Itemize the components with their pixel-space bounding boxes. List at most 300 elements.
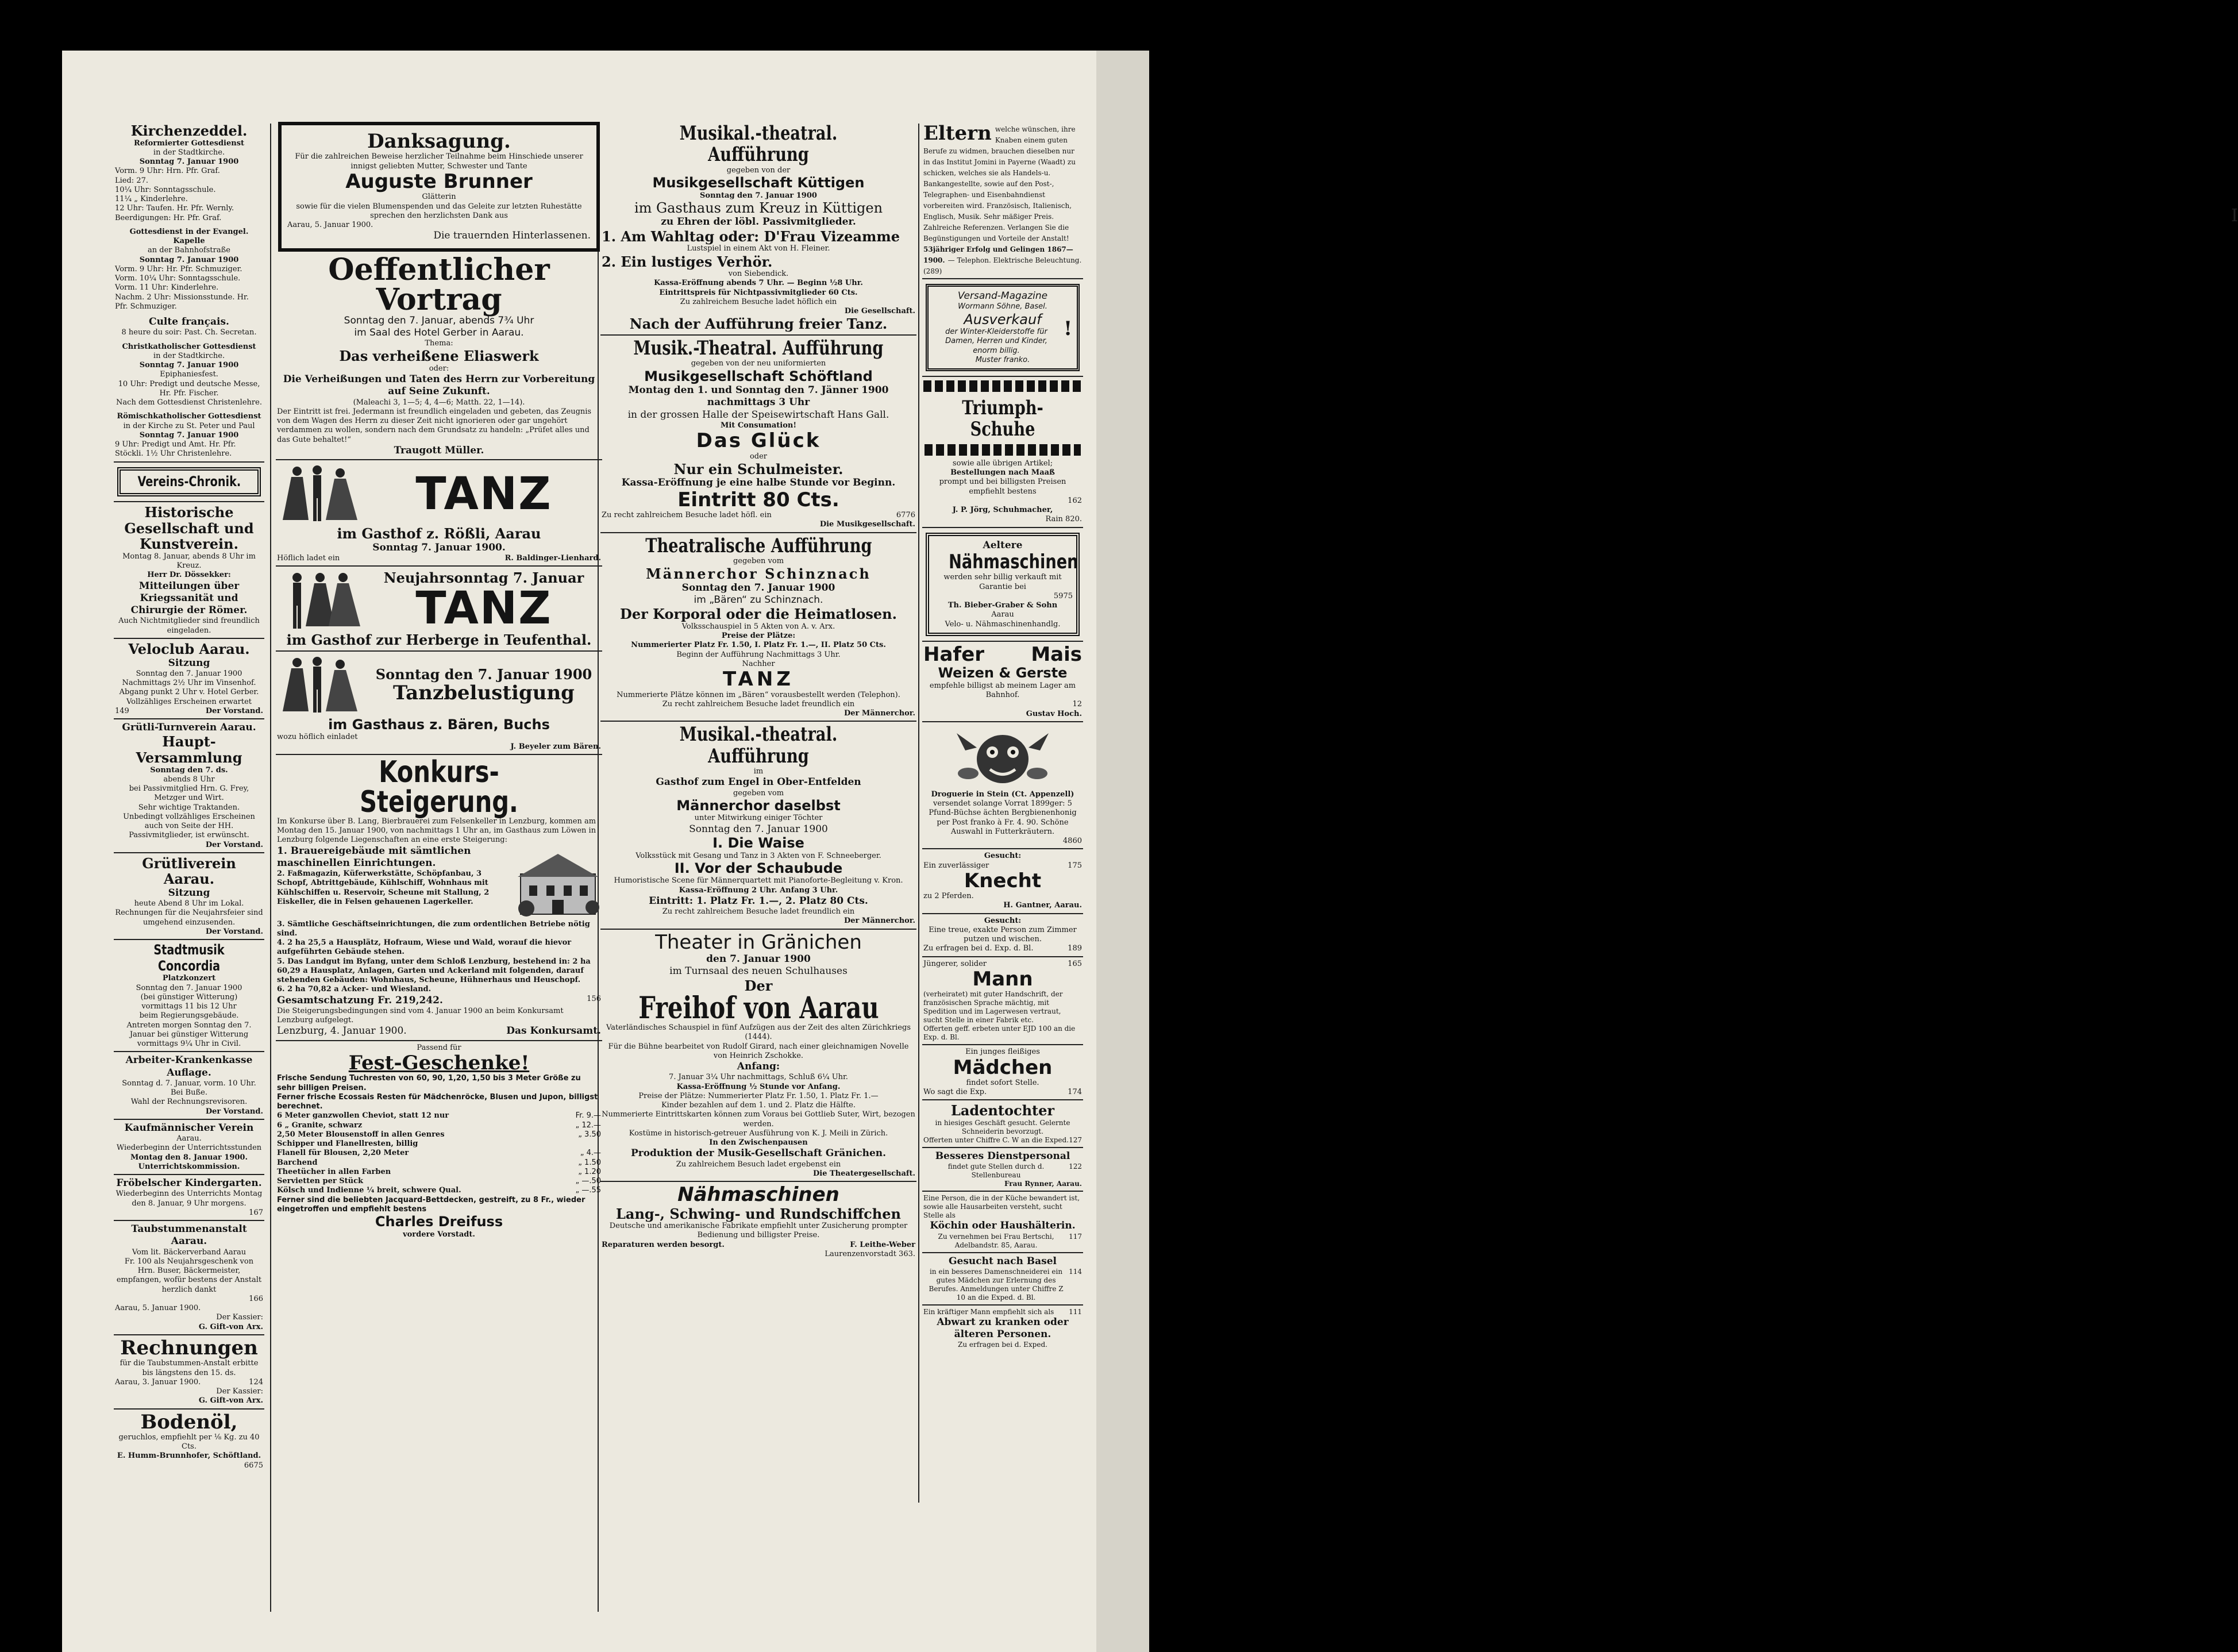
laden-text2: Offerten unter Chiffre C. W an die Exped. — [923, 1136, 1069, 1145]
gruetli-line: bei Passivmitglied Hrn. G. Frey, Metzger und Wirt. — [129, 784, 249, 803]
drog-title: Droguerie in Stein (Ct. Appenzell) — [931, 790, 1074, 799]
kuettigen-sign: Die Gesellschaft. — [844, 307, 915, 316]
tanz3-head: Sonntag den 7. Januar 1900 — [375, 666, 592, 683]
kranke-word: Abwart zu kranken oder älteren Personen. — [937, 1316, 1069, 1341]
schuhe-addr: Rain 820. — [1045, 515, 1082, 524]
kaufm-verein — [114, 1120, 264, 1175]
entf-invite: Zu recht zahlreichem Besuche ladet freundlich ein — [662, 907, 855, 917]
eltern-extra: — Telephon. Elektrische Beleuchtung. — [947, 256, 1082, 264]
kuettigen-p2: 2. Ein lustiges Verhör. — [602, 253, 773, 270]
vortrag-thema: Thema: — [425, 339, 453, 348]
koechin-text: Eine Person, die in der Küche bewandert ist, sowie alle Hausarbeiten versteht, sucht Stelle als — [923, 1194, 1080, 1220]
hist-line: Mitteilungen über Kriegssanität und Chirurgie der Römer. — [130, 580, 248, 617]
schinz-prices-h: Preise der Plätze: — [721, 631, 796, 641]
graen-date: den 7. Januar 1900 — [706, 953, 811, 965]
tanz1-word: TANZ — [415, 468, 552, 521]
fest-price: „ —.50 — [575, 1177, 601, 1186]
graen-prod: Produktion der Musik-Gesellschaft Gränichen. — [630, 1147, 887, 1160]
vortrag-where: im Saal des Hotel Gerber in Aarau. — [354, 326, 524, 338]
konk-num: 156 — [587, 994, 601, 1003]
g2-text2: Zu erfragen bei d. Exp. d. Bl. — [923, 944, 1034, 953]
froebel-title: Fröbelscher Kindergarten. — [116, 1177, 262, 1189]
stadtmusik-line: (bei günstiger Witterung) — [140, 992, 238, 1002]
kaufm-title: Kaufmännischer Verein — [124, 1122, 254, 1134]
entfelden-ad — [600, 722, 916, 929]
hafer-text: empfehle billigst ab meinem Lager am Bahnhof. — [929, 681, 1076, 699]
schoeft-cons: Mit Consumation! — [720, 421, 797, 430]
fest-price: „ 3.50 — [578, 1130, 601, 1139]
oeffentlicher-vortrag — [276, 253, 602, 461]
kuettigen-title: Musikal.-theatral. Aufführung — [679, 122, 838, 167]
stadtmusik-line: beim Regierungsgebäude. — [139, 1011, 239, 1021]
schinz-playsub: Volksschauspiel in 5 Akten von A. v. Arx. — [681, 622, 835, 631]
graen-kids: Kinder bezahlen auf dem 1. und 2. Platz die Hälfte. — [661, 1101, 856, 1110]
mann-text2: Offerten geff. erbeten unter EJD 100 an die Exp. d. Bl. — [923, 1025, 1076, 1042]
evangel-line: Vorm. 10¼ Uhr: Sonntagsschule. — [115, 274, 241, 283]
schoeftland-ad — [600, 336, 916, 533]
kuettigen-name: Musikgesellschaft Küttigen — [652, 175, 865, 191]
schinz-by: gegeben vom — [733, 557, 784, 565]
graen-der: Der — [744, 977, 773, 994]
basel-ad — [922, 1253, 1083, 1306]
rech-sign1: Der Kassier: — [216, 1387, 263, 1396]
entf-im: im — [753, 767, 764, 776]
roemisch-date: Sonntag 7. Januar 1900 — [139, 430, 239, 440]
graenichen-ad — [600, 930, 916, 1182]
konk-item: 5. Das Landgut im Byfang, unter dem Schloß Lenzburg, bestehend in: 2 ha 60,29 a Hausplatz, Anlagen, Garten und Ackerland mit folgenden, darauf stehenden Gebäuden: Wohnhaus, Scheune, Hühnerhaus und Heuschopf. — [277, 957, 591, 985]
fest-title: Fest-Geschenke! — [348, 1051, 530, 1075]
maedchen-word: Mädchen — [953, 1056, 1053, 1079]
naehmaschinen-leithe — [600, 1182, 916, 1261]
christkath-date: Sonntag 7. Januar 1900 — [139, 361, 239, 370]
g1-sign: H. Gantner, Aarau. — [1003, 901, 1082, 910]
gruetliverein-line: Rechnungen für die Neujahrsfeier sind umgehend einzusenden. — [115, 908, 263, 927]
gruetli-line: Sehr wichtige Traktanden. — [138, 803, 240, 812]
mais-word: Mais — [1031, 642, 1082, 666]
g2-head: Gesucht: — [984, 916, 1022, 925]
graen-anfang-h: Anfang: — [737, 1061, 780, 1073]
graen-costume: Kostüme in historisch-getreuer Ausführung von K. J. Meili in Zürich. — [629, 1129, 888, 1138]
reformed-line: Lied: 27. — [115, 176, 148, 185]
graen-sub2: Für die Bühne bearbeitet von Rudolf Girard, nach einer gleichnamigen Novelle von Heinrich Zschokke. — [608, 1042, 909, 1060]
gruetli-line: Sonntag den 7. ds. — [150, 765, 228, 775]
evangel-line: Nachm. 2 Uhr: Missionsstunde. Hr. Pfr. Schmuziger. — [115, 292, 249, 311]
g1-text: Ein zuverlässiger — [923, 861, 989, 870]
entf-name: Männerchor daselbst — [676, 797, 841, 814]
eltern-ad — [922, 121, 1083, 279]
reformed-line: 12 Uhr: Taufen. Hr. Pfr. Wernly. — [115, 204, 234, 213]
graen-prices: Preise der Plätze: Nummerierter Platz Fr. 1.50, 1. Platz Fr. 1.— — [638, 1091, 879, 1100]
schuhe-sign: J. P. Jörg, Schuhmacher, — [952, 506, 1053, 515]
g1-word: Knecht — [964, 869, 1042, 892]
dank-title: Danksagung. — [367, 130, 511, 153]
schoeft-title: Musik.-Theatral. Aufführung — [633, 337, 884, 360]
entf-title: Musikal.-theatral. Aufführung — [679, 723, 838, 768]
kuettigen-honor: zu Ehren der löbl. Passivmitglieder. — [661, 216, 856, 228]
dank-text2: sowie für die vielen Blumenspenden und das Geleite zur letzten Ruhestätte sprechen den herzlichsten Dank aus — [296, 202, 582, 220]
kuettigen-place: im Gasthaus zum Kreuz in Küttigen — [634, 199, 883, 216]
stadtmusik-line: Sonntag den 7. Januar 1900 — [136, 983, 242, 992]
kranke-num: 111 — [1069, 1307, 1082, 1316]
taub-line: Vom lit. Bäckerverband Aarau — [132, 1247, 246, 1257]
rech-line: für die Taubstummen-Anstalt erbitte bis längstens den 15. ds. — [120, 1359, 259, 1377]
hafer-ad — [922, 642, 1083, 722]
schinz-prices: Nummerierter Platz Fr. 1.50, I. Platz Fr. 1.—, II. Platz 50 Cts. — [631, 641, 886, 650]
gruetliverein-title: Grütliverein Aarau. — [142, 854, 236, 888]
drog-text: versendet solange Vorrat 1899ger: 5 Pfund-Büchse ächten Bergbienenhonig per Post franko à Fr. 4. 90. Schöne Auswahl in Futterkräutern. — [929, 799, 1077, 836]
eltern-num: (289) — [923, 267, 942, 275]
christkath-line: 10 Uhr: Predigt und deutsche Messe, Hr. Pfr. Fischer. — [118, 379, 260, 398]
konk-item: 2. Faßmagazin, Küferwerkstätte, Schöpfanbau, 3 Schopf, Abtrittgebäude, Kühlschiff, Wohnhaus mit Kühlschiffen u. Reservoir, Scheune mit Stallung, 2 Eiskeller, die in Felsen gehauenen Lagerkeller. — [277, 869, 490, 906]
gruetliverein — [114, 853, 264, 940]
schinz-after: Nachher — [742, 659, 775, 668]
reformed-title: Reformierter Gottesdienst — [133, 138, 245, 148]
entf-p2s: Humoristische Scene für Männerquartett mit Pianoforte-Begleitung v. Kron. — [614, 876, 903, 885]
graen-sign: Die Theatergesellschaft. — [812, 1169, 915, 1178]
entf-by: gegeben vom — [733, 788, 784, 798]
graen-cash: Kassa-Eröffnung ½ Stunde vor Anfang. — [676, 1082, 841, 1091]
reformed-line: 10¼ Uhr: Sonntagsschule. — [115, 185, 216, 194]
page-edge — [1096, 51, 2238, 1652]
column-1 — [114, 121, 264, 1473]
danksagung — [278, 122, 600, 252]
maedchen-num: 174 — [1068, 1088, 1082, 1097]
vortrag-oder: oder: — [429, 364, 449, 373]
hist-line: Herr Dr. Dössekker: — [147, 571, 231, 580]
fest-item: Barchend — [277, 1158, 318, 1167]
vortrag-sign: Traugott Müller. — [394, 444, 484, 456]
vortrag-ref: (Maleachi 3, 1—5; 4, 4—6; Matth. 22, 1—14). — [353, 398, 525, 407]
g2-text: Eine treue, exakte Person zum Zimmer putzen und wischen. — [929, 925, 1077, 944]
fest-price: „ —.55 — [575, 1186, 601, 1195]
tanz3-place: im Gasthaus z. Bären, Buchs — [328, 716, 550, 733]
konkurs-steigerung — [276, 755, 602, 1041]
kuettigen-by: gegeben von der — [726, 165, 791, 175]
dank-role: Glätterin — [422, 192, 456, 202]
culte-line: 8 heure du soir: Past. Ch. Secretan. — [121, 328, 257, 337]
graen-title: Theater in Gränichen — [655, 930, 862, 954]
velo-line: Vollzähliges Erscheinen erwartet — [126, 697, 252, 706]
fest-item: Servietten per Stück — [277, 1177, 364, 1186]
konk-item: 6. 2 ha 70,82 a Acker- und Wiesland. — [277, 985, 432, 994]
taub-sign1: Der Kassier: — [216, 1313, 263, 1322]
graen-invite: Zu zahlreichem Besuch ladet ergebenst ein — [676, 1160, 841, 1169]
naeh2-text: werden sehr billig verkauft mit Garantie bei — [943, 573, 1062, 591]
gruetli-head: Haupt-Versammlung — [136, 733, 242, 766]
schinz-sign: Der Männerchor. — [844, 709, 915, 718]
tanz-roessli — [276, 460, 602, 567]
dank-sign: Die trauernden Hinterlassenen. — [433, 230, 591, 242]
culte-title: Culte français. — [149, 316, 229, 328]
stadtmusik-title: Stadtmusik Concordia — [153, 942, 225, 974]
kranke-ad — [922, 1306, 1083, 1352]
tanz2-word: TANZ — [415, 583, 552, 635]
versand-muster: Muster franko. — [975, 355, 1030, 364]
hist-line: Montag 8. Januar, abends 8 Uhr im Kreuz. — [122, 552, 256, 571]
entf-p2: II. Vor der Schaubude — [674, 860, 843, 876]
tanz3-invite: wozu höflich einladet — [277, 733, 358, 742]
fest-price: Fr. 9.— — [575, 1111, 601, 1120]
mann-num: 165 — [1068, 959, 1082, 968]
entf-sign: Der Männerchor. — [844, 917, 915, 926]
laden-title: Ladentochter — [950, 1102, 1055, 1119]
reformed-line: Beerdigungen: Hr. Pfr. Graf. — [115, 213, 222, 222]
fest-price: „ 4.— — [580, 1149, 601, 1158]
church-heading: Kirchenzeddel. — [130, 122, 248, 139]
gruetli-turnverein — [114, 719, 264, 853]
dienstpersonal-ad — [922, 1148, 1083, 1192]
schoeft-date: Montag den 1. und Sonntag den 7. Jänner 1900 — [628, 384, 889, 396]
stadtmusik-line: vormittags 11 bis 12 Uhr — [141, 1002, 237, 1011]
fest-item: 6 Meter ganzwollen Cheviot, statt 12 nur — [277, 1111, 449, 1120]
hafer-num: 12 — [1072, 700, 1082, 709]
fest-text2: Ferner sind die beliebten Jacquard-Bettdecken, gestreift, zu 8 Fr., wieder eingetroffen und empfiehlt bestens — [277, 1195, 585, 1214]
dank-text: Für die zahlreichen Beweise herzlicher Teilnahme beim Hinschiede unserer innigst geliebten Mutter, Schwester und Tante — [295, 152, 583, 171]
velo-num: 149 — [115, 706, 129, 715]
schinz-begin: Beginn der Aufführung Nachmittags 3 Uhr. — [676, 650, 841, 659]
tanz-buchs — [276, 652, 602, 755]
fest-sign: Charles Dreifuss — [375, 1214, 503, 1230]
schinz-play: Der Korporal oder die Heimatlosen. — [620, 606, 897, 623]
froebel-line: Wiederbeginn des Unterrichts Montag den 8. Januar, 9 Uhr morgens. — [115, 1189, 263, 1208]
evangel-title: Gottesdienst in der Evangel. Kapelle — [129, 227, 249, 246]
column-rule — [918, 124, 919, 1503]
schoeft-oder: oder — [749, 452, 768, 461]
arbeiter-line: Wahl der Rechnungsrevisoren. — [130, 1098, 248, 1107]
kaufm-line: Wiederbeginn der Unterrichtsstunden — [116, 1143, 262, 1153]
reformed-line: 11¼ „ Kinderlehre. — [115, 195, 188, 204]
schinz-place: im „Bären“ zu Schinznach. — [694, 594, 823, 606]
kranke-text2: Zu erfragen bei d. Exped. — [958, 1341, 1047, 1349]
aeltere-naehmaschinen — [922, 528, 1083, 642]
fest-price: „ 1.50 — [578, 1158, 601, 1167]
versand-title: Versand-Magazine — [957, 290, 1048, 302]
hist-line: Auch Nichtmitglieder sind freundlich eingeladen. — [118, 617, 260, 635]
column-2 — [276, 121, 602, 1242]
graen-place: im Turnsaal des neuen Schulhauses — [669, 965, 848, 977]
church-notices — [114, 121, 264, 463]
velo-line: Sonntag den 7. Januar 1900 — [136, 669, 242, 678]
droguerie-ad — [922, 722, 1083, 850]
kuettigen-p2s: von Siebendick. — [728, 269, 789, 279]
ladentochter-ad — [922, 1100, 1083, 1148]
stadtmusik-sub: Platzkonzert — [162, 974, 216, 983]
gruetli-line: Unbedingt vollzähliges Erscheinen auch von Seite der HH. Passivmitglieder, ist erwünscht. — [123, 812, 255, 840]
versand-mark: ! — [1064, 317, 1072, 340]
maedchen-text2: Wo sagt die Exp. — [923, 1088, 987, 1097]
basel-text: in ein besseres Damenschneiderei ein gutes Mädchen zur Erlernung des Berufes. Anmeldungen unter Chiffre Z 10 an die Exped. d. Bl. — [929, 1267, 1064, 1301]
velo-title: Veloclub Aarau. — [128, 640, 250, 657]
konk-title: Konkurs-Steigerung. — [360, 754, 518, 819]
kuettigen-fee: Eintrittspreis für Nichtpassivmitglieder 60 Cts. — [659, 288, 858, 297]
velo-line: Nachmittags 2½ Uhr im Vinsenhof. — [122, 679, 256, 688]
schoeft-name: Musikgesellschaft Schöftland — [644, 368, 873, 384]
maedchen-text: findet sofort Stelle. — [966, 1078, 1039, 1087]
koechin-word: Köchin oder Haushälterin. — [930, 1220, 1076, 1232]
naeh-rep: Reparaturen werden besorgt. — [602, 1240, 725, 1249]
versand-name: Wormann Söhne, Basel. — [958, 302, 1047, 311]
schinz-date: Sonntag den 7. Januar 1900 — [681, 582, 835, 594]
gesucht-knecht — [922, 849, 1083, 914]
naeh-text: Deutsche und amerikanische Fabrikate empfiehlt unter Zusicherung prompter Bedienung und billigster Preise. — [609, 1222, 908, 1240]
bodenoel-num: 6675 — [244, 1461, 263, 1470]
weizen-word: Weizen & Gerste — [938, 665, 1068, 681]
schoeft-play: Das Glück — [696, 429, 821, 453]
schoeft-sign: Die Musikgesellschaft. — [819, 520, 915, 529]
konk-item: 3. Sämtliche Geschäftseinrichtungen, die zum ordentlichen Betriebe nötig sind. — [277, 919, 590, 938]
bodenoel-line: geruchlos, empfiehlt per ⅛ Kg. zu 40 Cts. — [118, 1432, 260, 1451]
brewery-illustration — [515, 845, 601, 920]
froebel — [114, 1175, 264, 1221]
arbeiter-title: Arbeiter-Krankenkasse — [125, 1054, 253, 1066]
versand-text: der Winter-Kleiderstoffe für Damen, Herren und Kinder, enorm billig. — [945, 328, 1047, 355]
rech-line: Aarau, 3. Januar 1900. — [115, 1377, 201, 1387]
naeh2-title: Nähmaschinen — [949, 550, 1078, 573]
graen-play: Freihof von Aarau — [638, 991, 879, 1026]
bodenoel-title: Bodenöl, — [140, 1410, 238, 1434]
schuhe-title: Triumph-Schuhe — [962, 396, 1043, 441]
entf-cash: Kassa-Eröffnung 2 Uhr. Anfang 3 Uhr. — [679, 885, 838, 895]
fest-item: 6 „ Granite, schwarz — [277, 1120, 363, 1130]
mann-text: (verheiratet) mit guter Handschrift, der französischen Sprache mächtig, mit Spedition und im Lagerwesen vertraut, sucht Stelle in einer Fabrik etc. — [923, 990, 1063, 1025]
schoeft-fee: Eintritt 80 Cts. — [677, 488, 839, 511]
vortrag-when: Sonntag den 7. Januar, abends 7¾ Uhr — [344, 314, 534, 326]
schoeft-play2: Nur ein Schulmeister. — [673, 460, 843, 477]
fest-geschenke — [276, 1041, 602, 1242]
entf-with: unter Mitwirkung einiger Töchter — [694, 814, 823, 823]
reformed-date: Sonntag 7. Januar 1900 — [139, 157, 239, 167]
evangel-date: Sonntag 7. Januar 1900 — [139, 255, 239, 264]
laden-num: 127 — [1069, 1136, 1082, 1145]
ornament-border — [925, 444, 1081, 456]
mann-word: Mann — [972, 967, 1033, 991]
kuettigen-ad — [600, 121, 916, 336]
dienst-sign: Frau Rynner, Aarau. — [1004, 1180, 1082, 1188]
gruetli-line: abends 8 Uhr — [163, 775, 215, 784]
rech-num: 124 — [249, 1377, 263, 1387]
dancers-illustration — [277, 463, 363, 526]
arbeiter-line: Sonntag d. 7. Januar, vorm. 10 Uhr. — [122, 1079, 256, 1088]
graen-anfang: 7. Januar 3¼ Uhr nachmittags, Schluß 6¼ Uhr. — [669, 1073, 848, 1082]
schoeft-place: in der grossen Halle der Speisewirtschaft Hans Gall. — [627, 409, 889, 421]
schinz-note: Nummerierte Plätze können im „Bären“ vorausbestellt werden (Telephon). — [617, 690, 900, 699]
graen-sub: Vaterländisches Schauspiel in fünf Aufzügen aus der Zeit des alten Zürichkriegs (1444). — [606, 1023, 911, 1042]
schuhe-ad — [922, 395, 1083, 528]
gruetli-title: Grütli-Turnverein Aarau. — [122, 722, 256, 734]
konk-item: 4. 2 ha 25,5 a Hausplätz, Hofraum, Wiese und Wald, worauf die hievor aufgeführten Gebäude stehen. — [277, 938, 572, 957]
naeh2-name: Th. Bieber-Graber & Sohn — [947, 601, 1058, 610]
koechin-ad — [922, 1192, 1083, 1253]
ornament-border — [923, 380, 1082, 392]
tanz2-place: im Gasthof zur Herberge in Teufenthal. — [286, 631, 592, 649]
basel-num: 114 — [1069, 1267, 1082, 1276]
naeh2-type: Velo- u. Nähmaschinenhandlg. — [945, 619, 1061, 629]
entf-date: Sonntag den 7. Januar 1900 — [689, 823, 828, 835]
eltern-bold: 53jähriger Erfolg und Gelingen 1867—1900. — [923, 245, 1073, 264]
schoeft-cash: Kassa-Eröffnung je eine halbe Stunde vor Beginn. — [621, 477, 896, 489]
arbeiter-line: Bei Buße. — [171, 1088, 207, 1098]
stadtmusik — [114, 940, 264, 1052]
fest-price: „ 1.20 — [578, 1167, 601, 1176]
vereins-chronik-banner — [114, 463, 264, 503]
kranke-text: Ein kräftiger Mann empfiehlt sich als — [923, 1307, 1054, 1316]
dienst-title: Besseres Dienstpersonal — [935, 1150, 1070, 1162]
fest-price: „ 12.— — [575, 1120, 601, 1130]
reformed-sub: in der Stadtkirche. — [153, 148, 225, 157]
maedchen-ad — [922, 1045, 1083, 1100]
koechin-text2: Zu vernehmen bei Frau Bertschi, Adelbandstr. 85, Aarau. — [938, 1232, 1054, 1249]
gesucht-person — [922, 914, 1083, 957]
stadtmusik-line: Antreten morgen Sonntag den 7. Januar bei günstiger Witterung vormittags 9¼ Uhr in Civil. — [126, 1021, 252, 1049]
konk-item: 1. Brauereigebäude mit sämtlichen maschinellen Einrichtungen. — [277, 845, 471, 869]
schuhe-num: 162 — [1068, 496, 1082, 505]
dancers-illustration — [277, 654, 363, 717]
graen-pause: In den Zwischenpausen — [709, 1138, 808, 1147]
dienst-num: 122 — [1069, 1162, 1082, 1171]
mann-ad — [922, 957, 1083, 1046]
rech-sign2: G. Gift-von Arx. — [198, 1396, 263, 1405]
roemisch-line: 9 Uhr: Predigt und Amt. Hr. Pfr. Stöckli. 1½ Uhr Christenlehre. — [115, 440, 236, 459]
evangel-line: Vorm. 11 Uhr: Kinderlehre. — [115, 283, 219, 292]
dienst-text: findet gute Stellen durch d. Stellenbureau — [947, 1162, 1045, 1180]
naeh-sub: Lang-, Schwing- und Rundschiffchen — [616, 1205, 901, 1222]
arbeiter-krankenkasse — [114, 1052, 264, 1120]
gruetliverein-line: heute Abend 8 Uhr im Lokal. — [134, 899, 244, 908]
drog-num: 4860 — [1062, 837, 1082, 845]
fest-item: Theetücher in allen Farben — [277, 1167, 391, 1176]
bodenoel — [114, 1410, 264, 1473]
kuettigen-date: Sonntag den 7. Januar 1900 — [700, 191, 817, 200]
gruetliverein-sub: Sitzung — [168, 887, 210, 899]
schinz-invite: Zu recht zahlreichem Besuche ladet freundlich ein — [662, 699, 855, 708]
basel-title: Gesucht nach Basel — [949, 1255, 1057, 1267]
schuhe-bold: Bestellungen nach Maaß — [950, 468, 1055, 477]
arbeiter-sign: Der Vorstand. — [205, 1107, 263, 1116]
graen-tickets: Nummerierte Eintrittskarten können zum Voraus bei Gottlieb Suter, Wirt, bezogen werden. — [602, 1110, 915, 1129]
entf-fee: Eintritt: 1. Platz Fr. 1.—, 2. Platz 80 Cts. — [649, 895, 868, 907]
naeh-title: Nähmaschinen — [677, 1183, 839, 1207]
konk-total: Gesamtschatzung Fr. 219,242. — [277, 994, 443, 1006]
tanz1-sign: R. Baldinger-Lienhard. — [504, 553, 601, 563]
schoeft-invite: Zu recht zahlreichem Besuche ladet höfl. ein — [602, 511, 772, 520]
g1-num: 175 — [1068, 861, 1082, 870]
vortrag-title: Oeffentlicher Vortrag — [328, 252, 550, 317]
naeh2-num: 5975 — [1053, 591, 1073, 600]
tanz3-word: Tanzbelustigung — [393, 681, 575, 704]
laden-text: in hiesiges Geschäft gesucht. Gelernte Schneiderin bevorzugt. — [935, 1119, 1070, 1136]
christkath-title: Christkatholischer Gottesdienst — [122, 342, 256, 351]
schuhe-text2: prompt und bei billigsten Preisen empfiehlt bestens — [939, 477, 1066, 496]
hafer-sign: Gustav Hoch. — [1026, 709, 1082, 718]
schinznach-ad — [600, 533, 916, 722]
gruetliverein-sign: Der Vorstand. — [205, 927, 263, 936]
eltern-text: welche wünschen, ihre Knaben einem guten Berufe zu widmen, brauchen dieselben nur in das Institut Jomini in Payerne (Waadt) zu schicken, welches sie als Handels-u. Bankangestellte, sowie auf den Post-, Telegraphen- und Eisenbahndienst vorbereiten wird. Französisch, Italienisch, Englisch, Musik. Sehr mäßiger Preis. Zahlreiche Referenzen. Verlangen Sie die Begünstigungen und Vorteile der Anstalt! — [923, 125, 1076, 242]
tanz2-head: Neujahrsonntag 7. Januar — [383, 569, 584, 587]
kuettigen-cash: Kassa-Eröffnung abends 7 Uhr. — Beginn ½8 Uhr. — [654, 279, 863, 288]
taub-sign2: G. Gift-von Arx. — [198, 1322, 263, 1331]
konk-text: Im Konkurse über B. Lang, Bierbrauerei zum Felsenkeller in Lenzburg, kommen am Montag den 15. Januar 1900, von nachmittags 1 Uhr an, im Gasthaus zum Löwen in Lenzburg folgende Liegenschaften an eine erste Steigerung: — [277, 817, 596, 845]
dank-name: Auguste Brunner — [345, 170, 533, 193]
entf-place: Gasthof zum Engel in Ober-Entfelden — [656, 776, 861, 788]
schinz-title: Theatralische Aufführung — [645, 534, 872, 557]
vortrag-sub: Die Verheißungen und Taten des Herrn zur Vorbereitung auf Seine Zukunft. — [283, 373, 595, 398]
dancers-illustration — [277, 569, 363, 632]
konk-place: Lenzburg, 4. Januar 1900. — [277, 1025, 407, 1037]
hist-title: Historische Gesellschaft und Kunstverein. — [124, 504, 254, 553]
fest-item: Kölsch und Indienne ¼ breit, schwere Qual. — [277, 1186, 461, 1195]
maedchen-pre: Ein junges fleißiges — [965, 1048, 1040, 1057]
fest-item: Schipper und Flanellresten, billig — [277, 1139, 418, 1149]
